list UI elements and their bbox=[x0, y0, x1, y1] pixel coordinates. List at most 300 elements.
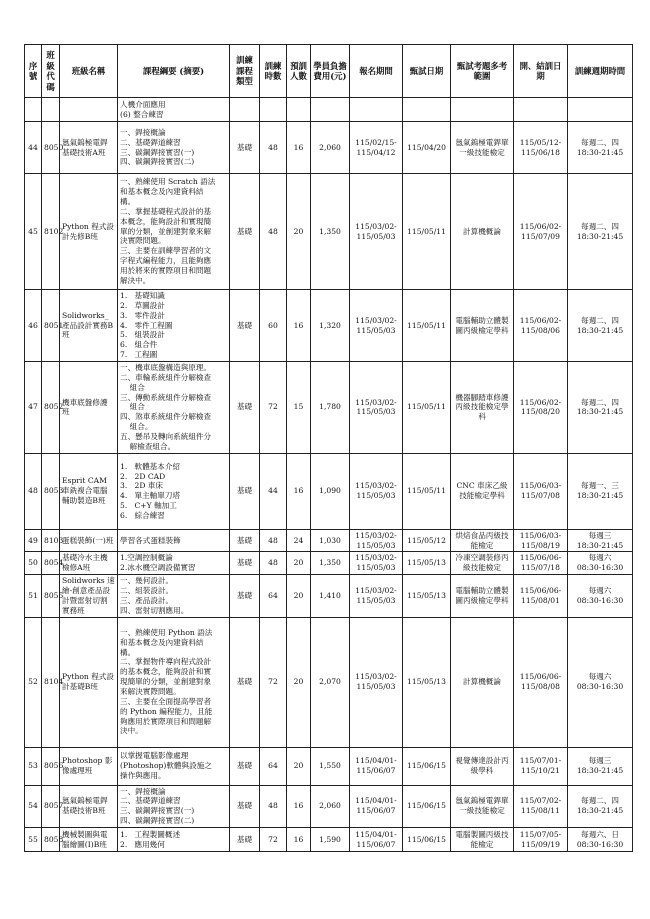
cell-hours: 44 bbox=[260, 453, 287, 529]
cell-training-time-line: 每週六 bbox=[588, 672, 612, 682]
cell-exam-date: 115/06/15 bbox=[403, 785, 451, 827]
cell-syllabus-line: 的 Python 編程能力，且能 bbox=[120, 706, 213, 716]
cell-registration-line: 115/03/02- bbox=[355, 672, 397, 682]
cell-syllabus-line: 決中。 bbox=[120, 726, 143, 736]
cell-training-dates bbox=[514, 174, 568, 290]
cell-syllabus bbox=[118, 529, 230, 552]
cell-syllabus-line: 三、主要在訓練學習者的文 bbox=[120, 246, 212, 256]
cell-syllabus-line: 四、雷射切割應用。 bbox=[120, 605, 189, 615]
cell-training-dates-line: 115/10/21 bbox=[521, 766, 560, 776]
cell-registration-line: 115/03/02- bbox=[355, 221, 397, 231]
cell-training-dates-line: 115/05/12- bbox=[519, 137, 562, 147]
cell-syllabus-line: 一、幾何設計。 bbox=[120, 576, 174, 586]
cell-registration bbox=[350, 575, 403, 617]
cell-syllabus-line: (Photoshop)軟體與設施之 bbox=[120, 761, 212, 771]
cell-training-time bbox=[568, 529, 633, 552]
cell-type: 基礎 bbox=[230, 362, 260, 454]
cell-registration-line: 115/05/03 bbox=[356, 563, 396, 573]
table-row bbox=[25, 122, 633, 174]
continuation-line: (6) 整合練習 bbox=[120, 109, 164, 119]
cell-training-dates bbox=[514, 747, 568, 785]
cell-syllabus bbox=[118, 122, 230, 174]
cell-code: 8051 bbox=[42, 290, 60, 362]
cell-syllabus-line: 一、機車底盤構造與原理。 bbox=[120, 363, 212, 373]
cell-registration-line: 115/05/03 bbox=[356, 231, 396, 241]
cell-training-time-line: 每週三 bbox=[588, 530, 612, 540]
cell-registration-line: 115/03/02- bbox=[355, 481, 397, 491]
cell-training-dates-line: 115/08/11 bbox=[521, 806, 560, 816]
cell-seq: 49 bbox=[25, 529, 42, 552]
cell-registration-line: 115/04/12 bbox=[356, 147, 396, 157]
cell-code: 8054 bbox=[42, 552, 60, 575]
cell-type: 基礎 bbox=[230, 617, 260, 747]
cell-syllabus-line: 四、碳鋼銲接實習(二) bbox=[120, 157, 195, 167]
header-time: 訓練週期時間 bbox=[568, 45, 633, 98]
cell-syllabus-line: 三、產品設計。 bbox=[120, 595, 174, 605]
cell-registration-line: 115/05/03 bbox=[356, 491, 396, 501]
cell-syllabus-line: 五、懸吊及轉向系統組件分 bbox=[120, 432, 212, 442]
cell-people: 24 bbox=[287, 529, 311, 552]
header-reg: 報名期間 bbox=[350, 45, 403, 98]
cell-training-time bbox=[568, 122, 633, 174]
cell-training-time-line: 每週三 bbox=[588, 756, 612, 766]
cell-training-dates-line: 115/07/05- bbox=[519, 829, 562, 839]
cell-syllabus-line: 二、掌握物件導向程式設計 bbox=[120, 657, 212, 667]
cell-registration-line: 115/06/07 bbox=[356, 806, 396, 816]
cell-exam-date: 115/06/15 bbox=[403, 828, 451, 852]
cell-syllabus-line: 一、銲接概論 bbox=[120, 127, 166, 137]
cell-syllabus-line: 用於將來的實際項目和問題 bbox=[120, 266, 212, 275]
cell-training-dates bbox=[514, 122, 568, 174]
cell-class-name: 氬氣鎢極電銲基礎技術B班 bbox=[60, 785, 118, 827]
cell-syllabus-line: 2. 應用幾何 bbox=[120, 839, 165, 849]
cell-registration bbox=[350, 362, 403, 454]
cell-hours: 64 bbox=[260, 575, 287, 617]
cell-training-time-line: 每週六 bbox=[588, 553, 612, 563]
cell-training-dates-line: 115/08/19 bbox=[521, 540, 560, 550]
cell-syllabus-line: 四、碳鋼銲接實習(二) bbox=[120, 816, 195, 826]
cell-training-dates-line: 115/08/08 bbox=[521, 682, 560, 692]
cell-type: 基礎 bbox=[230, 453, 260, 529]
cell-exam-date: 115/04/20 bbox=[403, 122, 451, 174]
cell-hours: 60 bbox=[260, 290, 287, 362]
cell-syllabus bbox=[118, 362, 230, 454]
cell-hours: 72 bbox=[260, 617, 287, 747]
cell-class-name: 蛋糕裝飾(一)班 bbox=[60, 529, 118, 552]
cell-syllabus-line: 組合 bbox=[120, 382, 145, 392]
cell-exam-date: 115/05/13 bbox=[403, 552, 451, 575]
cell-fee: 1,090 bbox=[311, 453, 350, 529]
cell-syllabus-line: 解檢查組合。 bbox=[120, 441, 176, 451]
cell-people: 20 bbox=[287, 575, 311, 617]
table-row bbox=[25, 575, 633, 617]
cell-class-name: Python 程式設計基礎B班 bbox=[60, 617, 118, 747]
cell-syllabus-line: 三、碳鋼銲接實習(一) bbox=[120, 147, 195, 157]
cell-training-time-line: 08:30-16:30 bbox=[576, 595, 624, 605]
cell-syllabus-line: 2. 草圖設計 bbox=[120, 300, 165, 310]
cell-syllabus bbox=[118, 747, 230, 785]
cell-syllabus-line: 來解決實際問題。 bbox=[120, 687, 181, 697]
cell-hours: 48 bbox=[260, 529, 287, 552]
cell-syllabus-line: 三、碳鋼銲接實習(一) bbox=[120, 806, 195, 816]
cell-code: 8052 bbox=[42, 362, 60, 454]
cell-code: 8053 bbox=[42, 453, 60, 529]
header-scope: 甄試考題多考範圍 bbox=[451, 45, 514, 98]
cell-syllabus-line: 和基本概念及內建資料結 bbox=[120, 187, 204, 197]
cell-registration bbox=[350, 785, 403, 827]
cell-seq: 52 bbox=[25, 617, 42, 747]
cell-syllabus-line: 1. 軟體基本介紹 bbox=[120, 461, 181, 471]
cell-syllabus-line: 決實際問題。 bbox=[120, 236, 166, 246]
table-row bbox=[25, 290, 633, 362]
cell-registration-line: 115/03/02- bbox=[355, 553, 397, 563]
cell-syllabus-line: 本概念，能夠設計和實現簡 bbox=[120, 216, 212, 226]
cell-registration-line: 115/04/01- bbox=[355, 829, 397, 839]
course-table bbox=[24, 44, 633, 852]
cell-training-dates-line: 115/08/20 bbox=[521, 407, 560, 417]
cell-exam-scope: 電腦輔助立體製圖丙級檢定學科 bbox=[451, 290, 514, 362]
cell-syllabus-line: 二、基礎銲道練習 bbox=[120, 137, 181, 147]
cell-syllabus-line: 以掌握電腦影像處理 bbox=[120, 751, 189, 761]
cell-training-dates-line: 115/06/02- bbox=[519, 315, 562, 325]
cell-registration bbox=[350, 747, 403, 785]
cell-class-name: Solidworks 速繪-創意產品設計暨雷射切割實務班 bbox=[60, 575, 118, 617]
cell-exam-date: 115/05/11 bbox=[403, 362, 451, 454]
cell-exam-date: 115/05/11 bbox=[403, 174, 451, 290]
cell-syllabus-line: 5. C+Y 軸加工 bbox=[120, 501, 177, 511]
cell-exam-scope: 冷凍空調裝修丙級技能檢定 bbox=[451, 552, 514, 575]
table-row bbox=[25, 362, 633, 454]
cell-seq: 48 bbox=[25, 453, 42, 529]
cell-people: 16 bbox=[287, 453, 311, 529]
cell-fee: 1,410 bbox=[311, 575, 350, 617]
cell-people: 20 bbox=[287, 552, 311, 575]
cell-registration-line: 115/04/01- bbox=[355, 756, 397, 766]
header-code: 班級代碼 bbox=[42, 45, 60, 98]
cell-training-dates-line: 115/07/01- bbox=[519, 756, 562, 766]
cell-training-time bbox=[568, 747, 633, 785]
cell-registration bbox=[350, 453, 403, 529]
cell-exam-scope: 計算機概論 bbox=[451, 174, 514, 290]
cell-fee: 1,350 bbox=[311, 174, 350, 290]
cell-syllabus-line: 5. 組裝設計 bbox=[120, 330, 165, 340]
cell-exam-date: 115/06/15 bbox=[403, 747, 451, 785]
cell-type: 基礎 bbox=[230, 552, 260, 575]
cell-hours: 48 bbox=[260, 785, 287, 827]
cell-training-time bbox=[568, 290, 633, 362]
cell-registration bbox=[350, 617, 403, 747]
cell-training-time bbox=[568, 785, 633, 827]
cell-training-dates bbox=[514, 453, 568, 529]
cell-class-name: 氬氣鎢極電銲基礎技術A班 bbox=[60, 122, 118, 174]
continuation-syllabus bbox=[118, 98, 230, 122]
header-fee: 學員負擔費用(元) bbox=[311, 45, 350, 98]
cell-registration-line: 115/03/02- bbox=[355, 530, 397, 540]
cell-training-dates-line: 115/08/06 bbox=[521, 325, 560, 335]
cell-training-time-line: 每週六、日 bbox=[581, 829, 619, 839]
cell-registration-line: 115/05/03 bbox=[356, 407, 396, 417]
cell-registration-line: 115/05/03 bbox=[356, 682, 396, 692]
cell-syllabus-line: 字程式編程能力，且能夠應 bbox=[120, 256, 212, 266]
cell-fee: 1,780 bbox=[311, 362, 350, 454]
cell-class-name: 機車底盤修護班 bbox=[60, 362, 118, 454]
cell-training-dates bbox=[514, 552, 568, 575]
cell-fee: 2,060 bbox=[311, 122, 350, 174]
cell-people: 16 bbox=[287, 290, 311, 362]
cell-syllabus-line: 1. 基礎知識 bbox=[120, 291, 165, 300]
cell-training-dates bbox=[514, 575, 568, 617]
cell-registration-line: 115/03/02- bbox=[355, 586, 397, 596]
cell-type: 基礎 bbox=[230, 828, 260, 852]
cell-training-time-line: 18:30-21:45 bbox=[576, 231, 624, 241]
cell-fee: 2,070 bbox=[311, 617, 350, 747]
cell-seq: 50 bbox=[25, 552, 42, 575]
cell-syllabus-line: 6. 綜合練習 bbox=[120, 510, 165, 520]
cell-exam-date: 115/05/13 bbox=[403, 617, 451, 747]
cell-exam-scope: 機器腳踏車修護丙級技能檢定學科 bbox=[451, 362, 514, 454]
table-row bbox=[25, 174, 633, 290]
cell-seq: 45 bbox=[25, 174, 42, 290]
cell-training-time-line: 每週六 bbox=[588, 586, 612, 596]
cell-training-time-line: 18:30-21:45 bbox=[576, 407, 624, 417]
cell-training-dates-line: 115/06/03- bbox=[519, 530, 562, 540]
cell-exam-scope: 烘焙食品丙級技能檢定 bbox=[451, 529, 514, 552]
cell-code: 8050 bbox=[42, 122, 60, 174]
cell-syllabus-line: 現簡單的分類，並創建對象 bbox=[120, 677, 212, 687]
cell-syllabus-line: 3. 零件設計 bbox=[120, 310, 165, 320]
cell-registration bbox=[350, 174, 403, 290]
cell-seq: 47 bbox=[25, 362, 42, 454]
cell-hours: 48 bbox=[260, 122, 287, 174]
cell-training-time bbox=[568, 552, 633, 575]
cell-training-dates-line: 115/06/02- bbox=[519, 221, 562, 231]
cell-seq: 53 bbox=[25, 747, 42, 785]
cell-syllabus bbox=[118, 552, 230, 575]
cell-exam-date: 115/05/11 bbox=[403, 290, 451, 362]
header-syllabus: 課程綱要 (摘要) bbox=[118, 45, 230, 98]
continuation-line: 人機介面應用 bbox=[120, 99, 166, 109]
cell-syllabus bbox=[118, 785, 230, 827]
cell-registration-line: 115/06/07 bbox=[356, 766, 396, 776]
table-row bbox=[25, 552, 633, 575]
cell-code: 8058 bbox=[42, 828, 60, 852]
cell-syllabus-line: 構。 bbox=[120, 647, 136, 657]
cell-hours: 48 bbox=[260, 552, 287, 575]
cell-syllabus-line: 組合。 bbox=[120, 422, 153, 432]
cell-training-time-line: 每週二、四 bbox=[581, 137, 619, 147]
continuation-row bbox=[25, 98, 633, 122]
cell-training-dates-line: 115/07/02- bbox=[519, 796, 562, 806]
cell-seq: 55 bbox=[25, 828, 42, 852]
cell-registration-line: 115/02/15- bbox=[355, 137, 397, 147]
cell-code: 8056 bbox=[42, 747, 60, 785]
cell-syllabus-line: 的基本概念，能夠設計和實 bbox=[120, 667, 212, 677]
cell-syllabus bbox=[118, 290, 230, 362]
cell-type: 基礎 bbox=[230, 174, 260, 290]
cell-training-dates-line: 115/06/06- bbox=[519, 672, 562, 682]
cell-type: 基礎 bbox=[230, 785, 260, 827]
cell-registration-line: 115/05/03 bbox=[356, 540, 396, 550]
cell-people: 20 bbox=[287, 747, 311, 785]
cell-training-dates bbox=[514, 828, 568, 852]
cell-type: 基礎 bbox=[230, 747, 260, 785]
cell-syllabus-line: 和基本概念及內建資料結 bbox=[120, 637, 204, 647]
cell-fee: 1,320 bbox=[311, 290, 350, 362]
cell-training-dates bbox=[514, 785, 568, 827]
cell-training-time bbox=[568, 362, 633, 454]
cell-code: 8057 bbox=[42, 785, 60, 827]
cell-training-time-line: 每週二、四 bbox=[581, 315, 619, 325]
header-dates: 開、結訓日期 bbox=[514, 45, 568, 98]
cell-code: 8102 bbox=[42, 174, 60, 290]
cell-registration-line: 115/03/02- bbox=[355, 315, 397, 325]
cell-exam-date: 115/05/12 bbox=[403, 529, 451, 552]
cell-syllabus-line: 構。 bbox=[120, 196, 136, 206]
cell-syllabus-line: 夠應用於實際項目和問題解 bbox=[120, 716, 212, 726]
cell-type: 基礎 bbox=[230, 122, 260, 174]
cell-code: 8103 bbox=[42, 529, 60, 552]
cell-training-time bbox=[568, 828, 633, 852]
cell-people: 15 bbox=[287, 362, 311, 454]
cell-syllabus-line: 二、車輪系統組件分解檢查 bbox=[120, 372, 212, 382]
cell-exam-scope: 氬氣鎢極電銲單一級技能檢定 bbox=[451, 785, 514, 827]
cell-people: 16 bbox=[287, 785, 311, 827]
cell-syllabus-line: 四、煞車系統組件分解檢查 bbox=[120, 412, 212, 422]
cell-syllabus-line: 二、基礎銲道練習 bbox=[120, 796, 181, 806]
cell-syllabus-line: 一、銲接概論 bbox=[120, 786, 166, 796]
cell-class-name: Esprit CAM 車銑複合電腦輔助製造B班 bbox=[60, 453, 118, 529]
cell-hours: 72 bbox=[260, 828, 287, 852]
cell-class-name: Python 程式設計先修B班 bbox=[60, 174, 118, 290]
cell-training-dates-line: 115/06/06- bbox=[519, 586, 562, 596]
header-type: 訓練課程類型 bbox=[230, 45, 260, 98]
cell-class-name: 基礎冷水主機檢修A班 bbox=[60, 552, 118, 575]
cell-seq: 51 bbox=[25, 575, 42, 617]
cell-syllabus-line: 三、傳動系統組件分解檢查 bbox=[120, 392, 212, 402]
header-seq: 序號 bbox=[25, 45, 42, 98]
cell-registration-line: 115/06/07 bbox=[356, 839, 396, 849]
cell-training-dates-line: 115/07/09 bbox=[521, 231, 560, 241]
cell-syllabus-line: 1.空調控制概論 bbox=[120, 553, 173, 563]
cell-training-time bbox=[568, 453, 633, 529]
cell-registration-line: 115/03/02- bbox=[355, 397, 397, 407]
cell-syllabus-line: 2.冰水機空調設備實習 bbox=[120, 563, 196, 573]
cell-training-time-line: 08:30-16:30 bbox=[576, 563, 624, 573]
cell-training-time-line: 每週二、四 bbox=[581, 796, 619, 806]
cell-syllabus-line: 7. 工程圖 bbox=[120, 350, 158, 360]
cell-training-time-line: 18:30-21:45 bbox=[576, 491, 624, 501]
cell-training-time-line: 08:30-16:30 bbox=[576, 682, 624, 692]
cell-training-time-line: 每週二、四 bbox=[581, 221, 619, 231]
cell-syllabus-line: 一、熟練使用 Scratch 語法 bbox=[120, 177, 216, 187]
cell-type: 基礎 bbox=[230, 575, 260, 617]
table-row bbox=[25, 453, 633, 529]
cell-syllabus-line: 學習各式蛋糕裝飾 bbox=[120, 535, 181, 545]
cell-people: 16 bbox=[287, 828, 311, 852]
cell-syllabus-line: 2. 2D CAD bbox=[120, 471, 166, 481]
cell-fee: 1,550 bbox=[311, 747, 350, 785]
cell-registration bbox=[350, 122, 403, 174]
cell-training-dates-line: 115/06/06- bbox=[519, 553, 562, 563]
cell-syllabus-line: 三、主要在全面提高學習者 bbox=[120, 696, 212, 706]
cell-exam-scope: CNC 車床乙級技能檢定學科 bbox=[451, 453, 514, 529]
cell-hours: 64 bbox=[260, 747, 287, 785]
cell-exam-scope: 視覺傳達設計丙級學科 bbox=[451, 747, 514, 785]
cell-fee: 1,030 bbox=[311, 529, 350, 552]
cell-training-time-line: 18:30-21:45 bbox=[576, 147, 624, 157]
cell-syllabus-line: 單的分類，並創建對象來解 bbox=[120, 226, 212, 236]
cell-training-dates-line: 115/09/19 bbox=[521, 839, 560, 849]
cell-training-dates-line: 115/07/18 bbox=[521, 563, 560, 573]
cell-training-dates bbox=[514, 529, 568, 552]
cell-people: 16 bbox=[287, 122, 311, 174]
cell-fee: 1,350 bbox=[311, 552, 350, 575]
cell-exam-date: 115/05/13 bbox=[403, 575, 451, 617]
cell-syllabus-line: 4. 零件工程圖 bbox=[120, 320, 173, 330]
cell-training-dates-line: 115/06/18 bbox=[521, 147, 560, 157]
cell-class-name: 機械製圖與電腦繪圖(Ⅰ)B班 bbox=[60, 828, 118, 852]
cell-registration-line: 115/05/03 bbox=[356, 325, 396, 335]
cell-seq: 44 bbox=[25, 122, 42, 174]
cell-registration bbox=[350, 529, 403, 552]
cell-training-time bbox=[568, 174, 633, 290]
cell-seq: 46 bbox=[25, 290, 42, 362]
cell-training-time-line: 18:30-21:45 bbox=[576, 325, 624, 335]
header-name: 班級名稱 bbox=[60, 45, 118, 98]
cell-training-time-line: 08:30-16:30 bbox=[576, 839, 624, 849]
cell-hours: 48 bbox=[260, 174, 287, 290]
cell-people: 20 bbox=[287, 617, 311, 747]
cell-type: 基礎 bbox=[230, 290, 260, 362]
table-row bbox=[25, 828, 633, 852]
cell-training-time bbox=[568, 617, 633, 747]
cell-syllabus-line: 1. 工程製圖概述 bbox=[120, 829, 181, 839]
cell-class-name: Solidworks_產品設計實務B班 bbox=[60, 290, 118, 362]
cell-syllabus bbox=[118, 617, 230, 747]
cell-training-dates-line: 115/07/08 bbox=[521, 491, 560, 501]
cell-exam-scope: 電腦輔助立體製圖丙級檢定學科 bbox=[451, 575, 514, 617]
cell-syllabus bbox=[118, 828, 230, 852]
cell-exam-date: 115/05/11 bbox=[403, 453, 451, 529]
cell-syllabus bbox=[118, 453, 230, 529]
cell-training-dates bbox=[514, 362, 568, 454]
cell-syllabus-line: 3. 2D 車床 bbox=[120, 481, 164, 491]
cell-registration-line: 115/05/03 bbox=[356, 595, 396, 605]
header-exam: 甄試日期 bbox=[403, 45, 451, 98]
cell-registration bbox=[350, 828, 403, 852]
cell-code: 8055 bbox=[42, 575, 60, 617]
header-people: 預訓人數 bbox=[287, 45, 311, 98]
cell-training-time bbox=[568, 575, 633, 617]
cell-fee: 1,590 bbox=[311, 828, 350, 852]
cell-exam-scope: 計算機概論 bbox=[451, 617, 514, 747]
cell-training-time-line: 18:30-21:45 bbox=[576, 806, 624, 816]
cell-syllabus-line: 操作與應用。 bbox=[120, 771, 166, 781]
cell-syllabus-line: 一、熟練使用 Python 語法 bbox=[120, 627, 213, 637]
cell-syllabus-line: 解決中。 bbox=[120, 275, 151, 285]
header-row bbox=[25, 45, 633, 98]
cell-training-dates-line: 115/06/02- bbox=[519, 397, 562, 407]
cell-syllabus-line: 二、掌握基礎程式設計的基 bbox=[120, 206, 212, 216]
table-row bbox=[25, 785, 633, 827]
cell-syllabus bbox=[118, 174, 230, 290]
cell-registration bbox=[350, 552, 403, 575]
cell-code: 8104 bbox=[42, 617, 60, 747]
cell-registration-line: 115/04/01- bbox=[355, 796, 397, 806]
cell-exam-scope: 電腦製圖丙級技能檢定 bbox=[451, 828, 514, 852]
cell-class-name: Photoshop 影像處理班 bbox=[60, 747, 118, 785]
cell-training-dates bbox=[514, 617, 568, 747]
